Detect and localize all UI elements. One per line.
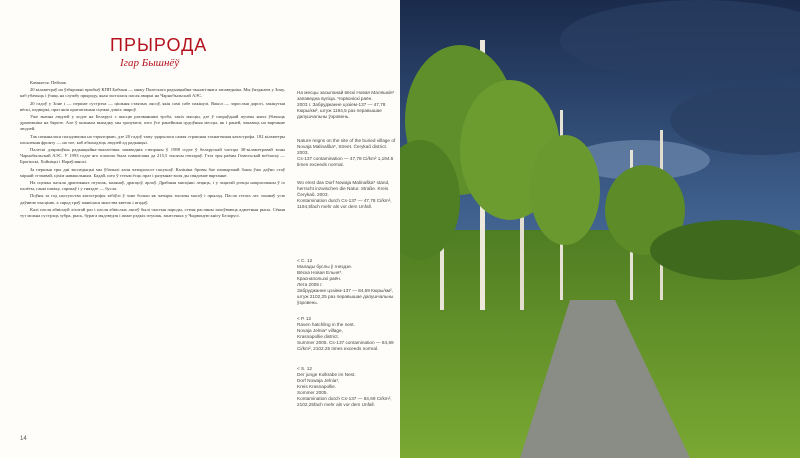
body-paragraph: Камялеся. Пейзаж. (30, 80, 67, 85)
body-paragraph: Поўны за год наступства катастрофы забіўлі ў зоне больш як чатыры тысячы масоў і прылад. Пасля гэтага лес захаваў усю даўнюю чысціню, а сярод траў паявілася мноства кветак і ягадаў. (20, 193, 285, 205)
caption-english-2: < Р. 12 Raven hatchling in the nest. Novaja Jelnia* village, Krasnapollie district. Summer 2005. Cs-137 contamination — 84,69 Ci/km², 2102.25 times exceeds normal. (297, 316, 394, 351)
body-paragraph: Уже значна людзей у ходзе на Беларусі з шасцю ратаваннямі трэба, такіх мясцін, дзе ў сапраўднай пушчы яшчэ ўбачыць драпежніка на бярозе. Але ў кожным выпадку мы зразумелі, што ўсе ранейшыя цудоўныя месцы, як і раней, чакаюць на вяртанне людзей. (20, 114, 285, 132)
body-paragraph: Так пачыналася пагадзюшка на тэрыторыю, дзе 20 гадоў таму здарылася самая страшная тэхнагенная катастрофа. 182 кіламетры пасялення фронту — на тое, каб абыхадзіць людзей ад радыяцыі. (20, 133, 285, 145)
caption-german: Wo einst das Dorf Nowaja Malinaška* stand, herrscht inzwischen die Natur. Straße. Kreis Čerykaŭ. 2003. Kontamination durch Cs-137 — 47,78 Ci/km², 1194,5fach mehr als vor dem Unfall. (297, 180, 392, 209)
body-paragraph: Калі пасля абвіснуй ліхэгай раз і пасля абвіслых лясоў былі чыстыя пароды, гэтыя раслины захоўваюць адметныя рысы. Сёння тут можна сустрэць зубра, рысь, бурага мядзведзя і шмат рэдкіх птушак, занесеных у Чырвоную кнігу Беларусі. (20, 206, 285, 219)
landscape-photo (400, 0, 800, 458)
body-paragraph: 20 гадоў у Зоне і — першае сустрэча — цішыня стаячых лясоў, якія самі сабе пакінулі. Вакол — зарослыя дарогі, закінутыя вёскі, падворкі, праз якія пратаптаныя сцежкі дзікіх звяроў. (20, 100, 285, 112)
article-body (20, 80, 285, 220)
body-paragraph: За першыя тры дні экспедыцыі мы ўбачылі каля чатырохсот пасушаў. Калініна бровы бае пашырэнай Зоны ўжо даўно стаў мірнай стэпавай, ціхім навакольным. Бадай, што ў гэтым ёсць праз і разумнае воля ды свядомае вяртанне. (20, 166, 285, 178)
page-title: ПРЫРОДА (110, 35, 208, 55)
caption-belarusian: На месцы засыпанай вёскі Новая Маляшкія* запаведна вуліца. Чэрвоніскі раён. 2003 г. Забруджанне цэзіем-137 — 47,78 Кюры/км², штуж 1194,5 раз перавышае дапушчальны ўзровень. (297, 90, 395, 119)
page-number: 14 (20, 436, 27, 442)
body-paragraph: На сцежка пасяля драпежных птушак, калянаў, драпцоў, арлоў. Драбныя мясцінкі лецяць, і у зацятай рэчцы напрасованы ў іх палёты, ганкі шпаку, сарокаў і у гняздзе — бусла. (20, 180, 285, 192)
caption-belarusian-2: < С. 12 Малады буслы ў гняздзе. Вёска Новая Ельня*. Краснапольскі раён. Лета 2005 г. Забруджанне цэзіем-137 — 84,69 Кюры/км², штуж 2102,25 раз перавышае дапушчальны ўзровень. (297, 258, 394, 305)
body-paragraph: 20 кіламетраў на ўзбярэжні прыбыў КПП Бабчын — мяжу Палескага радыяцыйна-экалагічнага запаведніка. Мы ўязджаем у Зону, каб убачыць і ўзяць на службу прыроду, якая засталася пасля аварыі на Чарнобыльскай АЭС. (20, 87, 285, 99)
author-name: Ігар Бышнёў (120, 57, 180, 69)
body-paragraph: Палескі дзяржаўны радыяцыйна-экалагічны запаведнік створаны ў 1988 годзе ў беларускай частцы 30-кіламетровай зоны Чарнобыльскай АЭС. У 1993 годзе яго плошча была павялічана да 215,5 тысячы гектараў. Гэта тры раёны Гомельскай вобласці — Брагінскі, Хойніцкі і Нараўлянскі. (20, 147, 285, 165)
caption-english: Nature reigns on the site of the buried village of Novaja Malinaška*, Street. Čerykaŭ district. 2003. Cs-137 contamination — 47,78 Ci/km² 1,194.5 times exceeds normal. (297, 138, 396, 167)
caption-german-2: < S. 12 Der junge Kolkrabe im Nest. Dorf Nowaja Jelnia*, Kreis Krasnapollie. Sommer 2005. Kontamination durch Cs-137 — 84,69 Ci/km², 2102,25fach mehr als vor dem Unfall. (297, 366, 392, 407)
